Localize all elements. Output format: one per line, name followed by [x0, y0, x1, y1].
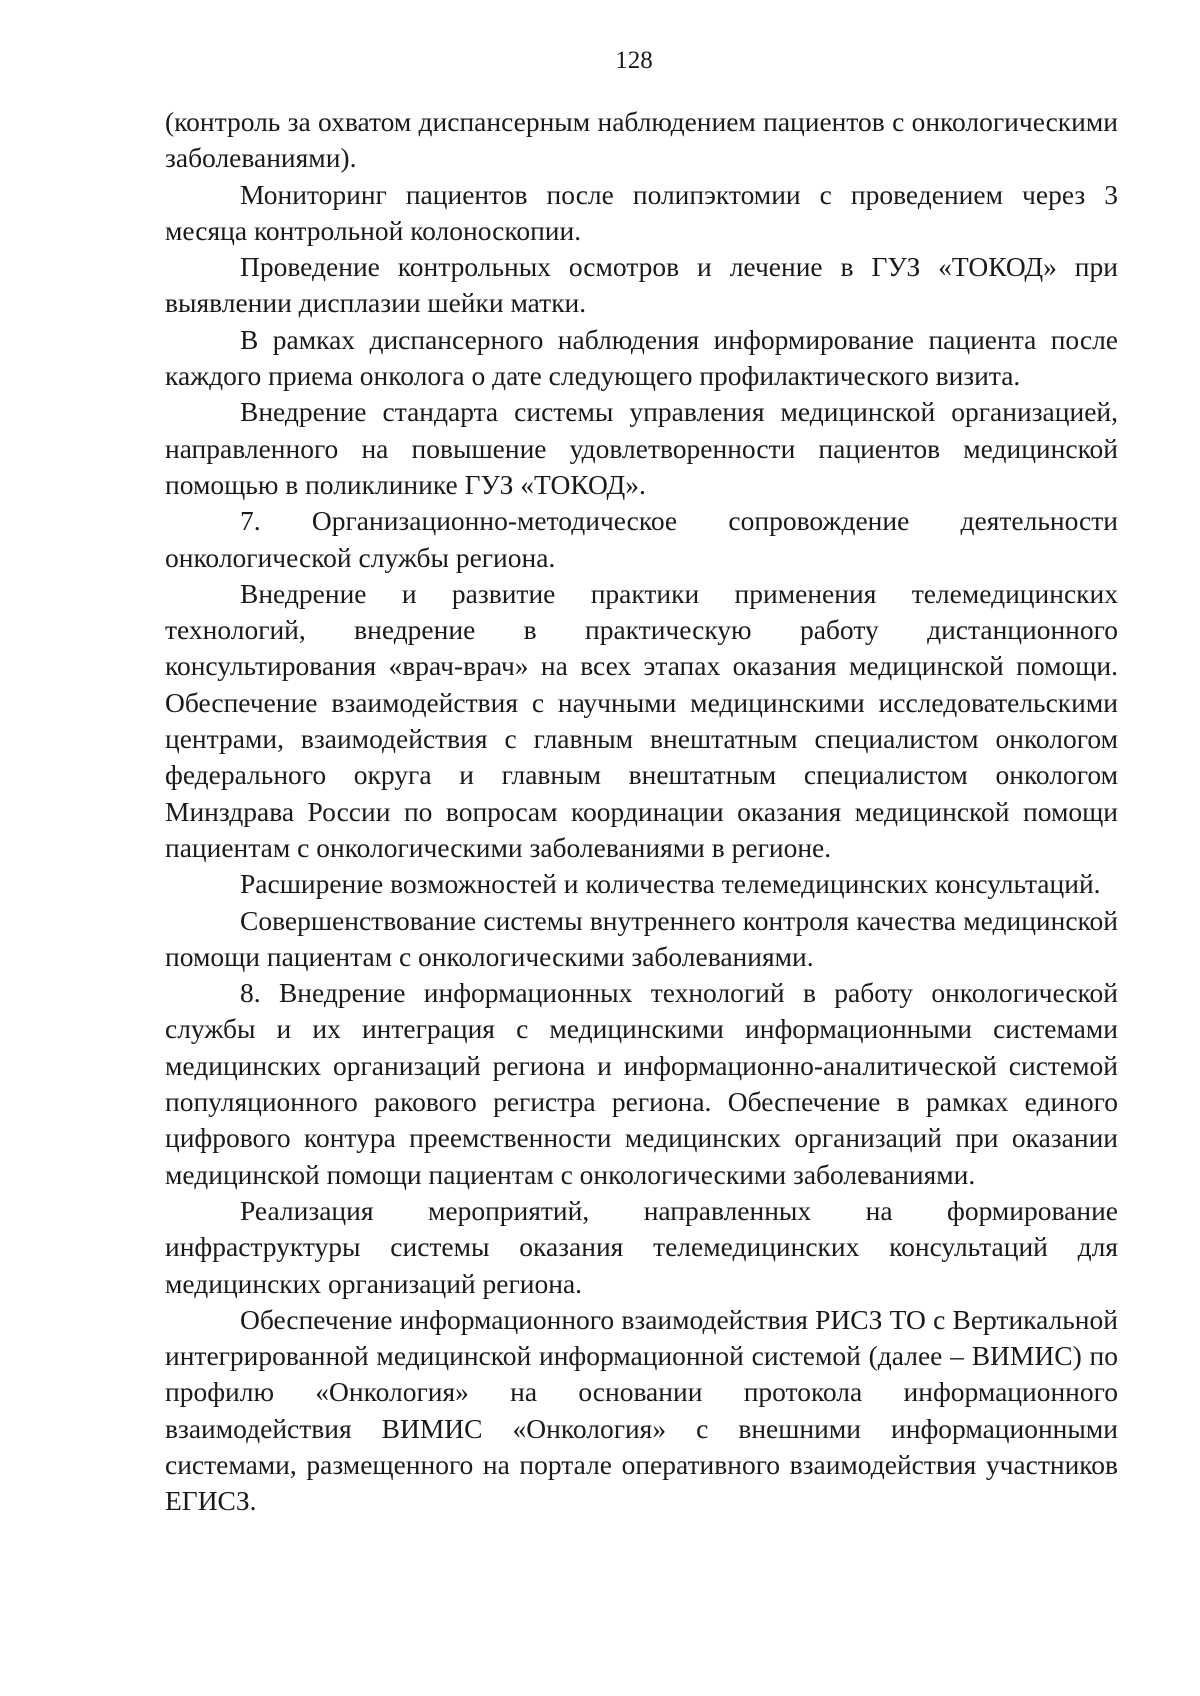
paragraph-continuation: (контроль за охватом диспансерным наблюдением пациентов с онкологическими заболеваниями). [165, 106, 1118, 174]
paragraph: Внедрение стандарта системы управления медицинской организацией, направленного на повышение удовлетворенности пациентов медицинской помощью в поликлинике ГУЗ «ТОКОД». [165, 396, 1118, 500]
paragraph: Обеспечение информационного взаимодействия РИСЗ ТО с Вертикальной интегрированной медицинской информационной системой (далее – ВИМИС) по профилю «Онкология» на основании протокола информационного взаимодействия ВИМИС «Онкология» с внешними информационными системами, размещенного на портале оперативного взаимодействия участников ЕГИСЗ. [165, 1303, 1118, 1517]
paragraph: Мониторинг пациентов после полипэктомии с проведением через 3 месяца контрольной колоноскопии. [165, 178, 1118, 246]
section-heading-7: 7. Организационно-методическое сопровождение деятельности онкологической службы региона. [165, 505, 1118, 573]
paragraph: Реализация мероприятий, направленных на формирование инфраструктуры системы оказания телемедицинских консультаций для медицинских организаций региона. [165, 1194, 1118, 1299]
paragraph: Расширение возможностей и количества телемедицинских консультаций. [240, 868, 1101, 900]
paragraph: В рамках диспансерного наблюдения информирование пациента после каждого приема онколога о дате следующего профилактического визита. [165, 323, 1118, 392]
section-heading-8: 8. Внедрение информационных технологий в работу онкологической службы и их интеграция с медицинскими информационными системами медицинских организаций региона и информационно-аналитической системой популяционного ракового регистра региона. Обеспечение в рамках единого цифрового контура преемственности медицинских организаций при оказании медицинской помощи пациентам с онкологическими заболеваниями. [165, 977, 1118, 1190]
paragraph: Внедрение и развитие практики применения телемедицинских технологий, внедрение в практическую работу дистанционного консультирования «врач-врач» на всех этапах оказания медицинской помощи. Обеспечение взаимодействия с научными медицинскими исследовательскими центрами, взаимодействия с главным внештатным специалистом онкологом федерального округа и главным внештатным специалистом онкологом Минздрава России по вопросам координации оказания медицинской помощи пациентам с онкологическими заболеваниями в регионе. [165, 577, 1118, 863]
document-body [165, 104, 1118, 1520]
page-number: 128 [615, 47, 653, 74]
paragraph: Совершенствование системы внутреннего контроля качества медицинской помощи пациентам с онкологическими заболеваниями. [165, 904, 1118, 972]
paragraph: Проведение контрольных осмотров и лечение в ГУЗ «ТОКОД» при выявлении дисплазии шейки матки. [165, 251, 1118, 319]
